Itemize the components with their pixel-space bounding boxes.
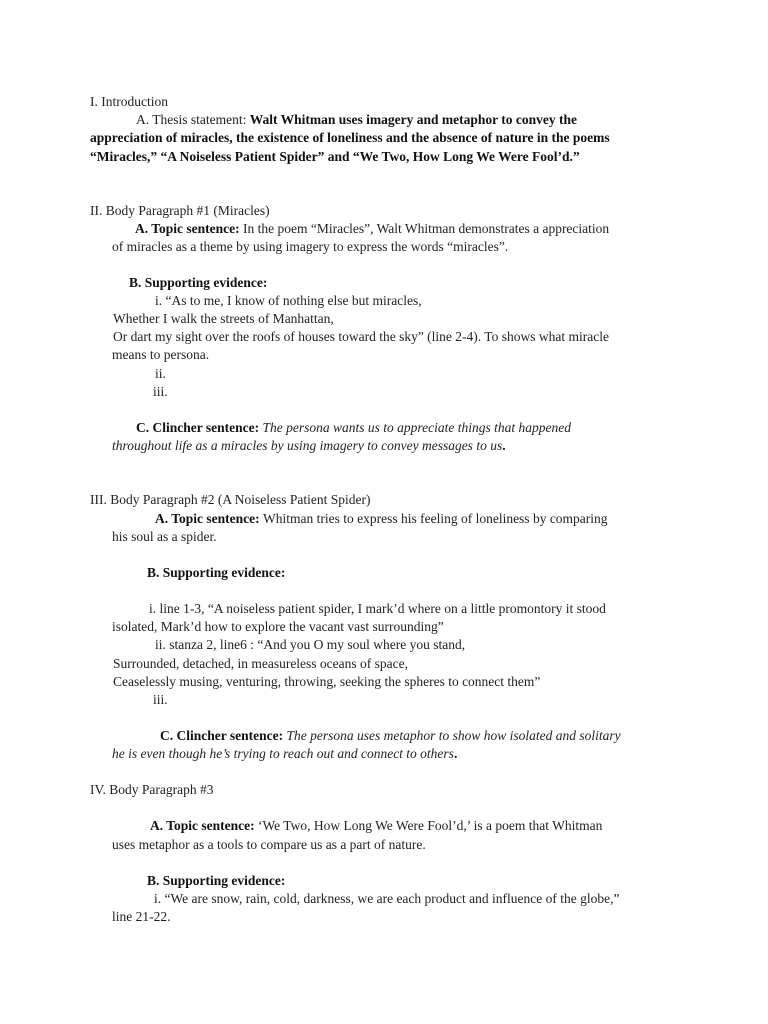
body2-topic-line-1	[155, 510, 608, 528]
body3-evidence-label: B. Supporting evidence:	[147, 873, 286, 888]
topic-label: A. Topic sentence:	[155, 511, 263, 526]
body3-evidence-i: i. “We are snow, rain, cold, darkness, we are each product and influence of the globe,”	[154, 891, 620, 906]
section-heading-body-2: III. Body Paragraph #2 (A Noiseless Patient Spider)	[90, 492, 371, 507]
body2-clincher-line-2	[112, 745, 457, 763]
body1-topic-line-2: of miracles as a theme by using imagery to express the words “miracles”.	[112, 239, 509, 254]
topic-label: A. Topic sentence:	[150, 818, 258, 833]
body1-evidence-i-line-2: Whether I walk the streets of Manhattan,	[113, 311, 334, 326]
body1-evidence-iii: iii.	[153, 384, 168, 399]
thesis-line-1	[136, 111, 577, 129]
topic-text: In the poem “Miracles”, Walt Whitman demonstrates a appreciation	[243, 221, 610, 236]
body2-evidence-iii: iii.	[153, 692, 168, 707]
body1-clincher-line-1	[136, 419, 571, 437]
body2-evidence-label: B. Supporting evidence:	[147, 565, 286, 580]
body1-topic-line-1	[135, 220, 609, 238]
body3-evidence-i-line-2: line 21-22.	[112, 909, 171, 924]
clincher-text-2: throughout life as a miracles by using imagery to convey messages to us	[112, 438, 503, 453]
thesis-line-3: “Miracles,” “A Noiseless Patient Spider” and “We Two, How Long We Were Fool’d.”	[90, 149, 580, 164]
section-heading-introduction: I. Introduction	[90, 94, 168, 109]
section-heading-body-3: IV. Body Paragraph #3	[90, 782, 214, 797]
topic-text: Whitman tries to express his feeling of loneliness by comparing	[263, 511, 608, 526]
body3-topic-line-2: uses metaphor as a tools to compare us as a part of nature.	[112, 837, 426, 852]
body2-clincher-line-1	[160, 727, 621, 745]
clincher-period: .	[502, 438, 506, 453]
clincher-period: .	[453, 746, 458, 761]
body1-evidence-ii: ii.	[155, 366, 166, 381]
body1-evidence-label: B. Supporting evidence:	[129, 275, 268, 290]
body2-evidence-ii-line-2: Surrounded, detached, in measureless oceans of space,	[113, 656, 409, 671]
thesis-text: Walt Whitman uses imagery and metaphor to convey the	[249, 112, 577, 127]
body2-evidence-i: i. line 1-3, “A noiseless patient spider, I mark’d where on a little promontory it stood	[149, 601, 606, 616]
thesis-line-2: appreciation of miracles, the existence of loneliness and the absence of nature in the poems	[90, 130, 610, 145]
body3-topic-line-1	[150, 817, 602, 835]
topic-text: ‘We Two, How Long We Were Fool’d,’ is a poem that Whitman	[258, 818, 603, 833]
clincher-label: C. Clincher sentence:	[136, 420, 263, 435]
clincher-text-2: he is even though he’s trying to reach out and connect to others	[112, 746, 454, 761]
body1-evidence-i-line-4: means to persona.	[112, 347, 210, 362]
section-heading-body-1: II. Body Paragraph #1 (Miracles)	[90, 203, 270, 218]
clincher-label: C. Clincher sentence:	[160, 728, 287, 743]
clincher-text: The persona uses metaphor to show how isolated and solitary	[286, 728, 621, 743]
body1-evidence-i-line-3: Or dart my sight over the roofs of houses toward the sky” (line 2-4). To shows what miracle	[113, 329, 609, 344]
body1-evidence-i: i. “As to me, I know of nothing else but miracles,	[155, 293, 422, 308]
body1-clincher-line-2	[112, 437, 506, 455]
thesis-label: A. Thesis statement:	[136, 112, 250, 127]
clincher-text: The persona wants us to appreciate things that happened	[262, 420, 571, 435]
body2-evidence-ii: ii. stanza 2, line6 : “And you O my soul where you stand,	[155, 637, 466, 652]
topic-label: A. Topic sentence:	[135, 221, 243, 236]
body2-evidence-i-line-2: isolated, Mark’d how to explore the vacant vast surrounding”	[112, 619, 444, 634]
body2-evidence-ii-line-3: Ceaselessly musing, venturing, throwing, seeking the spheres to connect them”	[113, 674, 541, 689]
body2-topic-line-2: his soul as a spider.	[112, 529, 217, 544]
